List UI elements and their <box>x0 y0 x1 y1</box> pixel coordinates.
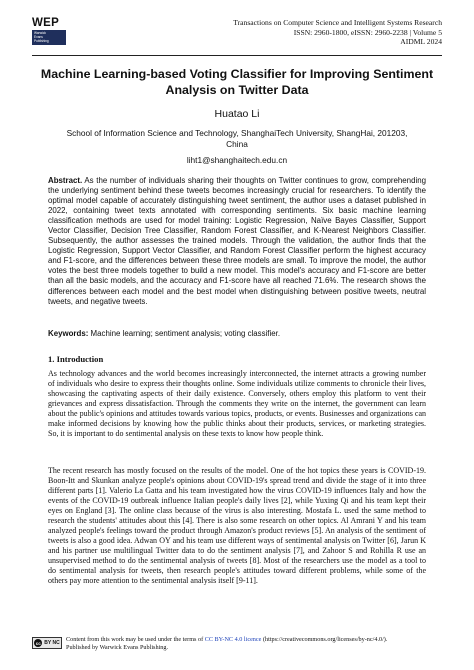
logo-band-line: Warwick <box>34 31 46 35</box>
conference-tag: AIDML 2024 <box>400 37 442 47</box>
keywords-text: Machine learning; sentiment analysis; voting classifier. <box>90 329 281 338</box>
cc-license-badge[interactable] <box>32 637 62 649</box>
author-email[interactable]: liht1@shanghaitech.edu.cn <box>186 155 288 165</box>
license-link[interactable]: CC BY-NC 4.0 licence <box>204 636 262 643</box>
journal-issn: ISSN: 2960-1800, eISSN: 2960-2238 | Volume 5 <box>293 27 442 37</box>
by-nc-icon: BY NC <box>44 640 60 646</box>
license-text <box>66 636 446 652</box>
author-name: Huatao Li <box>214 108 260 120</box>
keywords <box>48 329 426 338</box>
header-rule <box>32 55 442 56</box>
logo-wordmark: WEP <box>32 17 60 29</box>
body-paragraph: As technology advances and the world becomes increasingly interconnected, the internet attracts a growing number of individuals who desire to express their thoughts online. Some individuals utilize comments to chronicle their lives, showcasing the captivating aspects of their daily existence. Conversely, others employ this platform to vent their grievances and express dissatisfaction. Through the comments they write on the internet, the government can learn about the public's opinions and attitudes towards various topics, products, or events. Businesses and organizations can make informed decisions by knowing how the public thinks about their products, services, or marketing strategies. So, it is important to do sentimental analysis on these texts to know how people think. <box>48 369 426 438</box>
journal-name: Transactions on Computer Science and Intelligent Systems Research <box>233 18 442 27</box>
paper-title: Machine Learning-based Voting Classifier for Improving Sentiment Analysis on Twitter Data <box>40 67 434 97</box>
publisher-line: Published by Warwick Evans Publishing. <box>66 643 168 651</box>
cc-icon: cc <box>35 640 41 646</box>
logo-band-line: Publishing <box>34 39 49 44</box>
logo-band-line: Evans <box>34 35 43 40</box>
section-heading: 1. Introduction <box>48 354 104 364</box>
author-affiliation: School of Information Science and Technology, ShanghaiTech University, ShangHai, 201203, China <box>66 128 408 149</box>
keywords-label: Keywords: <box>48 329 89 338</box>
publisher-logo <box>32 17 66 45</box>
journal-info <box>233 18 442 47</box>
abstract-text: As the number of individuals sharing their thoughts on Twitter continues to grow, comprehending the underlying sentiment behind these tweets becomes increasingly crucial for researchers. To identify the optimal model capable of accurately distinguishing tweet sentiment, the author uses a dataset published in 2022, containing tweet texts annotated with corresponding sentiments. Six basic machine learning classification methods are used for model training: Logistic Regression, Naïve Bayes Classifier, Support Vector Classifier, Decision Tree Classifier, Random Forest Classifier, and K-Nearest Neighbors Classifier. Subsequently, the author assesses the trained models. Through the validation, the author finds that the Logistic Regression, Support Vector Classifier, and Random Forest Classifier perform the highest accuracy and F1-score, and the differences between these three models are small. To improve the model, the author votes the best three models together to build a new model. This model's accuracy and F1-score are better than all the basic models, and the accuracy and F1-score have all reached 71.6%. The research shows the differences between each model and the best model when distinguishing between positive tweets, neutral tweets, and negative tweets. <box>48 176 426 306</box>
body-paragraph: The recent research has mostly focused on the results of the model. One of the hot topics these years is COVID-19. Boon-Itt and Skunkan analyze people's opinions about COVID-19's spread trend and divide the stage of it into three different parts [1]. Valerio La Gatta and his team investigated how the virus COVID-19 influences Italy and how the events of the COVID-19 outbreak influence Italian people's daily lives [2], while Yuxing Qi and his team kept their eyes on England [3]. The online class because of the virus is also interesting. Mostafa L. used the same method to research the students' attitudes about this [4]. There is also some research on other topics. Al Amrani Y and his team analyzed people's feelings toward the product through Amazon's product reviews [5]. An analysis of the sentiment of tweets is also a good idea. Adwan OY and his team use different ways of sentimental analysis on Twitter [6], Jarun K and his partner use multilingual Twitter data to do the sentiment analysis [7], and Zahoor S and Rohilla R use an unsupervised method to do the sentimental analysis of tweets [8]. Most of the researchers use the model as a tool to do sentimental analysis for tweets, then research people's attitudes toward different problems, while some of the others pay more attention to the sentimental analysis itself [9-11]. <box>48 466 426 585</box>
abstract <box>48 176 426 307</box>
license-url: (https://creativecommons.org/licenses/by-nc/4.0/). <box>261 636 388 643</box>
license-text-before: Content from this work may be used under the terms of <box>66 636 205 643</box>
logo-band <box>32 30 66 45</box>
abstract-label: Abstract. <box>48 176 83 185</box>
